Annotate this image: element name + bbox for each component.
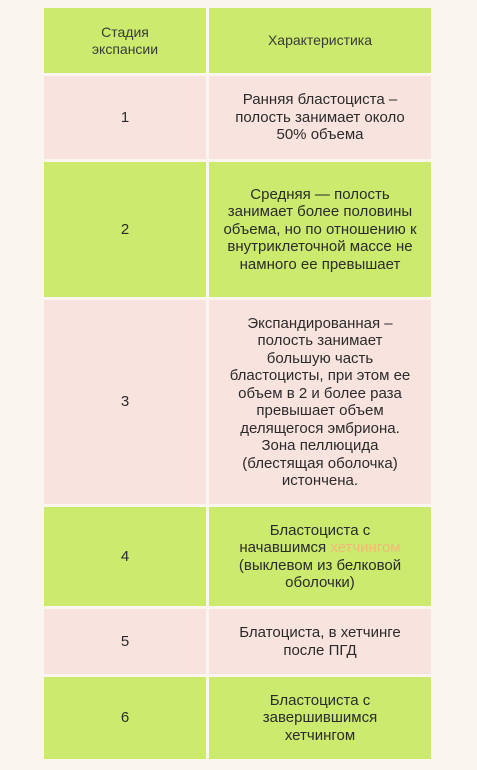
- table-row: [44, 76, 431, 159]
- table-header-row: [44, 8, 431, 73]
- description-text-end: (выклевом из белковой оболочки): [238, 556, 402, 591]
- table-row: [44, 677, 431, 759]
- header-characteristic: Характеристика: [209, 8, 431, 73]
- hatching-link[interactable]: хетчингом: [330, 539, 401, 556]
- description-text-start: Бластоциста с начавшимся: [239, 521, 371, 556]
- description-cell: Блатоциста, в хетчинге после ПГД: [209, 609, 431, 674]
- stage-cell: 2: [44, 162, 206, 297]
- description-cell: Бластоциста с завершившимся хетчингом: [209, 677, 431, 759]
- description-cell: Средняя — полость занимает более половины объема, но по отношению к внутриклеточной массе не намного ее превышает: [209, 162, 431, 297]
- table-row: [44, 609, 431, 674]
- expansion-stage-table: [44, 8, 431, 762]
- description-text: [229, 522, 411, 592]
- description-cell: Экспандированная – полость занимает большую часть бластоцисты, при этом ее объем в 2 и более раза превышает объем делящегося эмбриона. Зона пеллюцида (блестящая оболочка) истончена.: [209, 300, 431, 504]
- stage-cell: 1: [44, 76, 206, 159]
- description-cell: [209, 507, 431, 606]
- stage-cell: 5: [44, 609, 206, 674]
- stage-cell: 4: [44, 507, 206, 606]
- stage-cell: 3: [44, 300, 206, 504]
- stage-cell: 6: [44, 677, 206, 759]
- table-row: [44, 300, 431, 504]
- header-stage: Стадия экспансии: [44, 8, 206, 73]
- table-row: [44, 162, 431, 297]
- description-cell: Ранняя бластоциста – полость занимает около 50% объема: [209, 76, 431, 159]
- table-row: [44, 507, 431, 606]
